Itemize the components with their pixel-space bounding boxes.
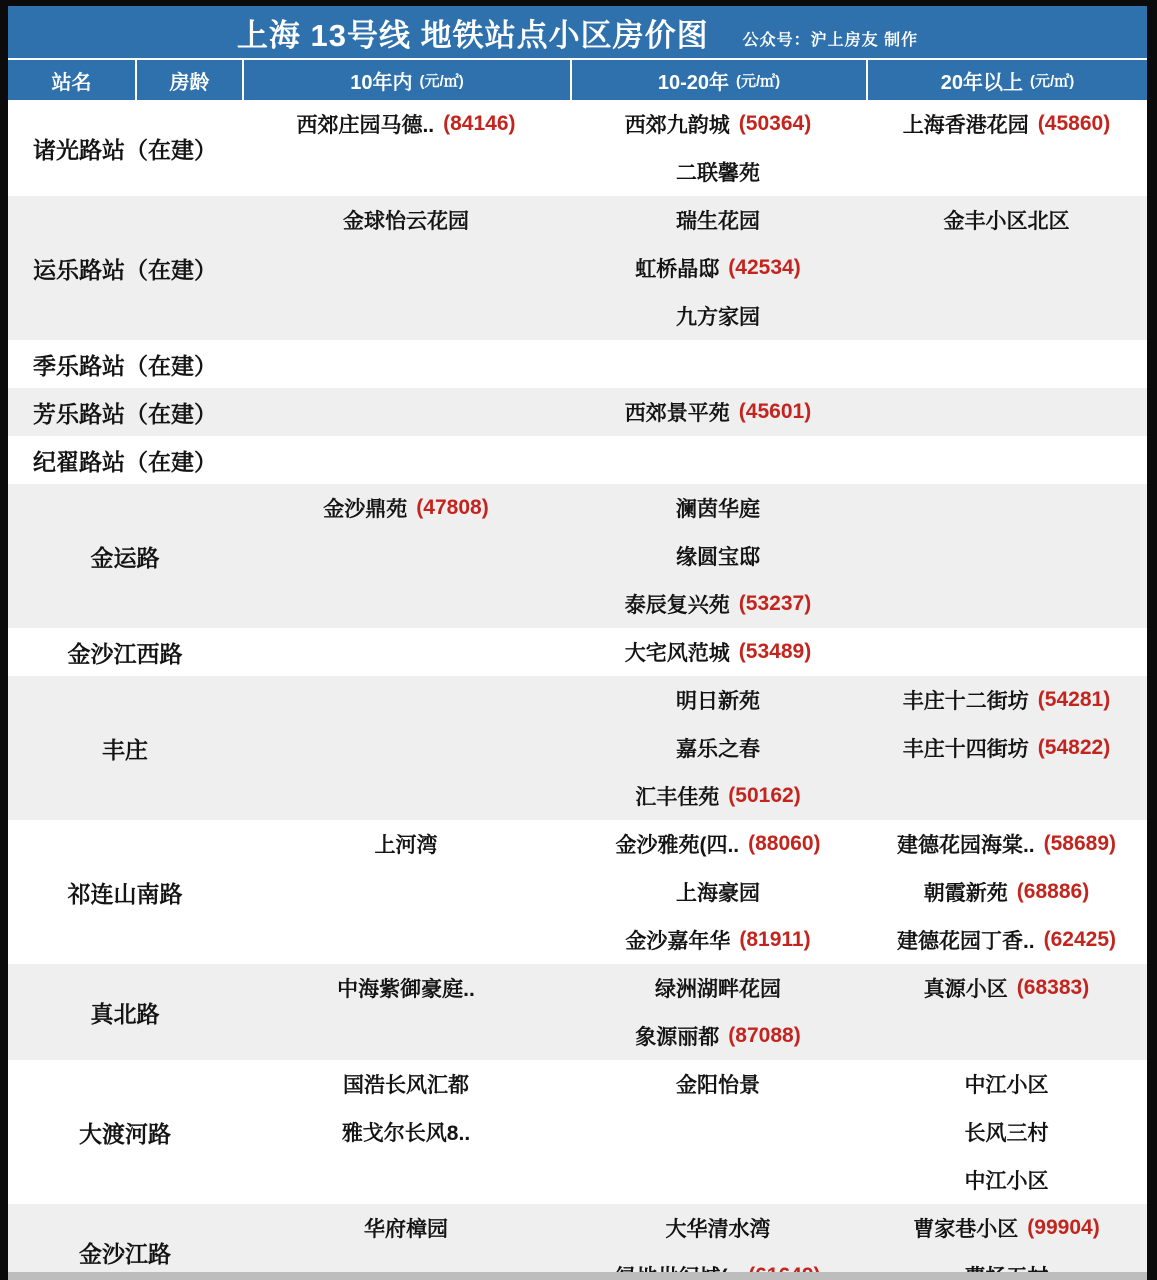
- community-entry: [570, 148, 866, 196]
- community-entry: [242, 1108, 570, 1156]
- community-entry: [570, 868, 866, 916]
- column-header-label: 站名: [51, 71, 92, 94]
- station-name-label: 祁连山南路: [67, 880, 183, 907]
- community-entry: [570, 676, 866, 724]
- station-name: [8, 964, 242, 1060]
- community-entry: [866, 1204, 1147, 1252]
- community-entry: [570, 196, 866, 244]
- community-entry: [570, 820, 866, 868]
- price-cell: [866, 1204, 1147, 1280]
- community-price: ( 88060 ): [748, 832, 820, 856]
- community-price: ( 45860 ): [1038, 112, 1110, 136]
- community-entry: [570, 532, 866, 580]
- community-price: ( 68886 ): [1017, 880, 1089, 904]
- station-name: [8, 820, 242, 964]
- community-name: 金阳怡景: [676, 1074, 760, 1097]
- community-name: 金沙鼎苑: [323, 498, 408, 521]
- community-price: ( 54822 ): [1038, 736, 1110, 760]
- station-name-label: 诸光路站（在建）: [33, 136, 217, 163]
- price-cell: [242, 484, 570, 628]
- price-cell: [242, 1060, 570, 1204]
- community-entry: [570, 484, 866, 532]
- table-row: [8, 676, 1147, 820]
- community-name: 大宅风范城: [624, 642, 730, 665]
- community-entry: [242, 1204, 570, 1252]
- column-header-unit: (元/㎡): [1030, 72, 1075, 90]
- price-cell: [570, 628, 866, 676]
- community-entry: [242, 820, 570, 868]
- price-cell: [866, 340, 1147, 388]
- community-price: ( 62425 ): [1044, 928, 1116, 952]
- station-name-label: 大渡河路: [79, 1120, 171, 1147]
- column-header-age: [135, 60, 242, 100]
- community-name: 中江小区: [964, 1074, 1049, 1097]
- community-name: 嘉乐之春: [676, 738, 760, 761]
- community-name: 建德花园丁香..: [896, 930, 1035, 953]
- column-header-unit: (元/㎡): [419, 72, 464, 90]
- community-name: 上海香港花园: [902, 114, 1029, 137]
- community-entry: [570, 580, 866, 628]
- community-price: ( 99904 ): [1027, 1216, 1099, 1240]
- community-entry: [866, 916, 1147, 964]
- station-name-label: 金运路: [90, 544, 160, 571]
- station-name: [8, 196, 242, 340]
- community-name: 西郊九韵城: [624, 114, 730, 137]
- community-entry: [570, 916, 866, 964]
- community-entry: [570, 1060, 866, 1108]
- community-price: ( 50162 ): [728, 784, 800, 808]
- community-entry: [242, 100, 570, 148]
- station-name: [8, 340, 242, 388]
- price-cell: [570, 196, 866, 340]
- community-entry: [242, 964, 570, 1012]
- table-frame: [8, 6, 1147, 1280]
- community-name: 瑞生花园: [676, 210, 760, 233]
- station-name: [8, 388, 242, 436]
- community-entry: [866, 1156, 1147, 1204]
- price-cell: [866, 100, 1147, 196]
- price-cell: [866, 628, 1147, 676]
- price-cell: [570, 100, 866, 196]
- price-cell: [570, 820, 866, 964]
- column-header-row: [8, 60, 1147, 100]
- community-entry: [570, 100, 866, 148]
- price-cell: [242, 628, 570, 676]
- page-title: 上海 13号线 地铁站点小区房价图: [236, 17, 709, 53]
- table-row: [8, 628, 1147, 676]
- community-name: 雅戈尔长风8..: [341, 1122, 471, 1145]
- community-name: 朝霞新苑: [923, 882, 1008, 905]
- station-name: [8, 1204, 242, 1280]
- station-name: [8, 1060, 242, 1204]
- community-entry: [570, 244, 866, 292]
- community-name: 金丰小区北区: [943, 210, 1070, 233]
- credit-label: 公众号：沪上房友 制作: [742, 31, 919, 49]
- table-row: [8, 820, 1147, 964]
- price-cell: [242, 1204, 570, 1280]
- price-cell: [570, 964, 866, 1060]
- column-header-over-20y: [866, 60, 1147, 100]
- community-price: ( 45601 ): [739, 400, 811, 424]
- price-cell: [242, 196, 570, 340]
- price-cell: [242, 820, 570, 964]
- station-name-label: 芳乐路站（在建）: [33, 400, 217, 427]
- community-price: ( 53489 ): [739, 640, 811, 664]
- community-name: 西郊庄园马德..: [296, 114, 435, 137]
- station-name-label: 真北路: [90, 1000, 160, 1027]
- table-body: [8, 100, 1147, 1280]
- table-row: [8, 484, 1147, 628]
- station-name-label: 金沙江路: [79, 1240, 171, 1267]
- price-cell: [570, 436, 866, 484]
- community-price: ( 68383 ): [1017, 976, 1089, 1000]
- table-row: [8, 964, 1147, 1060]
- community-name: 二联馨苑: [676, 162, 760, 185]
- station-name-label: 运乐路站（在建）: [33, 256, 217, 283]
- community-entry: [866, 724, 1147, 772]
- price-cell: [242, 100, 570, 196]
- community-entry: [242, 196, 570, 244]
- community-name: 明日新苑: [676, 690, 760, 713]
- community-name: 丰庄十四街坊: [902, 738, 1029, 761]
- community-name: 金沙嘉年华: [625, 930, 731, 953]
- price-cell: [242, 676, 570, 820]
- table-row: [8, 1204, 1147, 1280]
- community-name: 绿洲湖畔花园: [655, 978, 781, 1001]
- price-cell: [866, 436, 1147, 484]
- community-name: 国浩长风汇都: [343, 1074, 469, 1097]
- community-entry: [242, 1060, 570, 1108]
- community-name: 九方家园: [676, 306, 760, 329]
- station-name-label: 季乐路站（在建）: [33, 352, 217, 379]
- bottom-strip: [8, 1272, 1147, 1280]
- price-cell: [242, 340, 570, 388]
- community-name: 建德花园海棠..: [896, 834, 1035, 857]
- community-name: 汇丰佳苑: [635, 786, 720, 809]
- community-price: ( 42534 ): [728, 256, 800, 280]
- title-bar: [8, 6, 1147, 58]
- community-entry: [866, 964, 1147, 1012]
- column-header-label: 房龄: [169, 71, 210, 94]
- price-cell: [242, 388, 570, 436]
- community-name: 虹桥晶邸: [635, 258, 720, 281]
- community-name: 中海紫御豪庭..: [337, 978, 475, 1001]
- community-entry: [570, 772, 866, 820]
- community-entry: [866, 820, 1147, 868]
- station-name: [8, 676, 242, 820]
- community-name: 金沙雅苑(四..: [615, 834, 740, 857]
- community-entry: [570, 1012, 866, 1060]
- table-row: [8, 388, 1147, 436]
- community-entry: [866, 196, 1147, 244]
- community-name: 象源丽都: [635, 1026, 720, 1049]
- community-name: 澜茵华庭: [676, 498, 760, 521]
- community-price: ( 53237 ): [739, 592, 811, 616]
- community-name: 西郊景平苑: [624, 402, 730, 425]
- station-name-label: 纪翟路站（在建）: [33, 448, 217, 475]
- community-name: 泰辰复兴苑: [624, 594, 730, 617]
- community-entry: [570, 724, 866, 772]
- community-name: 丰庄十二街坊: [902, 690, 1029, 713]
- community-entry: [866, 1060, 1147, 1108]
- price-cell: [866, 676, 1147, 820]
- price-cell: [570, 676, 866, 820]
- community-name: 华府樟园: [364, 1218, 448, 1241]
- column-header-label: 20年以上: [940, 71, 1024, 94]
- community-price: ( 87088 ): [728, 1024, 800, 1048]
- price-cell: [242, 964, 570, 1060]
- price-cell: [570, 388, 866, 436]
- table-row: [8, 340, 1147, 388]
- community-entry: [570, 628, 866, 676]
- community-entry: [866, 676, 1147, 724]
- community-entry: [570, 964, 866, 1012]
- table-row: [8, 196, 1147, 340]
- community-price: ( 50364 ): [739, 112, 811, 136]
- column-header-10-20y: [570, 60, 866, 100]
- column-header-station: [8, 60, 135, 100]
- price-cell: [866, 388, 1147, 436]
- community-name: 金球怡云花园: [343, 210, 469, 233]
- price-cell: [866, 196, 1147, 340]
- price-cell: [570, 1204, 866, 1280]
- column-header-label: 10年内: [350, 71, 413, 94]
- table-row: [8, 1060, 1147, 1204]
- community-name: 上河湾: [374, 834, 438, 857]
- community-price: ( 47808 ): [416, 496, 488, 520]
- community-name: 真源小区: [923, 978, 1008, 1001]
- table-row: [8, 436, 1147, 484]
- community-entry: [866, 100, 1147, 148]
- community-entry: [570, 388, 866, 436]
- community-price: ( 54281 ): [1038, 688, 1110, 712]
- price-cell: [570, 340, 866, 388]
- column-header-label: 10-20年: [657, 71, 729, 94]
- column-header-unit: (元/㎡): [735, 72, 781, 90]
- community-name: 大华清水湾: [665, 1218, 771, 1241]
- station-name-label: 丰庄: [102, 736, 148, 763]
- community-price: ( 84146 ): [443, 112, 515, 136]
- community-entry: [866, 868, 1147, 916]
- community-entry: [570, 1204, 866, 1252]
- community-name: 中江小区: [964, 1170, 1049, 1193]
- community-entry: [242, 484, 570, 532]
- community-price: ( 58689 ): [1044, 832, 1116, 856]
- community-name: 曹家巷小区: [913, 1218, 1019, 1241]
- price-cell: [866, 964, 1147, 1060]
- community-entry: [866, 1108, 1147, 1156]
- station-name-label: 金沙江西路: [67, 640, 183, 667]
- community-name: 上海豪园: [676, 882, 760, 905]
- community-name: 缘圆宝邸: [676, 546, 760, 569]
- price-cell: [866, 1060, 1147, 1204]
- column-header-under-10y: [242, 60, 570, 100]
- price-cell: [866, 820, 1147, 964]
- price-cell: [570, 1060, 866, 1204]
- station-name: [8, 484, 242, 628]
- station-name: [8, 628, 242, 676]
- community-entry: [570, 292, 866, 340]
- price-cell: [866, 484, 1147, 628]
- table-row: [8, 100, 1147, 196]
- station-name: [8, 436, 242, 484]
- price-cell: [242, 436, 570, 484]
- station-name: [8, 100, 242, 196]
- community-price: ( 81911 ): [739, 928, 810, 952]
- community-name: 长风三村: [964, 1122, 1049, 1145]
- price-cell: [570, 484, 866, 628]
